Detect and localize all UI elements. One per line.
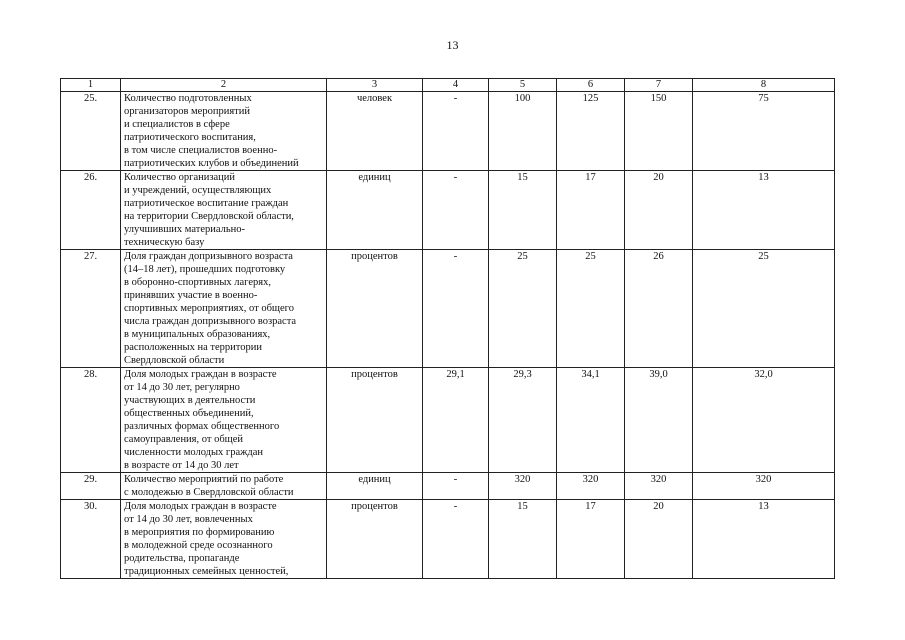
col-header-6: 6: [557, 79, 625, 92]
indicators-table: [60, 78, 835, 579]
row-description: Количество организаций и учреждений, осуществляющих патриотическое воспитание граждан на территории Свердловской области, улучшивших материально- техническую базу: [121, 171, 327, 250]
row-value-col8: 13: [693, 171, 835, 250]
row-value-col5: 100: [489, 92, 557, 171]
row-description: Доля граждан допризывного возраста (14–18 лет), прошедших подготовку в оборонно-спортивных лагерях, принявших участие в военно- спортивных мероприятиях, от общего числа граждан допризывного возраста в муниципальных образованиях, расположенных на территории Свердловской области: [121, 250, 327, 368]
row-value-col6: 25: [557, 250, 625, 368]
col-header-5: 5: [489, 79, 557, 92]
row-value-col6: 320: [557, 473, 625, 500]
col-header-8: 8: [693, 79, 835, 92]
row-value-col6: 125: [557, 92, 625, 171]
col-header-2: 2: [121, 79, 327, 92]
row-unit: процентов: [327, 500, 423, 579]
row-value-col5: 15: [489, 171, 557, 250]
row-unit: процентов: [327, 368, 423, 473]
row-unit: единиц: [327, 473, 423, 500]
row-value-col4: 29,1: [423, 368, 489, 473]
row-number: 25.: [61, 92, 121, 171]
row-value-col5: 320: [489, 473, 557, 500]
row-unit: процентов: [327, 250, 423, 368]
row-description: Доля молодых граждан в возрасте от 14 до 30 лет, регулярно участвующих в деятельности общественных объединений, различных формах общественного самоуправления, от общей численности молодых граждан в возрасте от 14 до 30 лет: [121, 368, 327, 473]
row-value-col4: -: [423, 500, 489, 579]
row-value-col8: 320: [693, 473, 835, 500]
row-value-col5: 29,3: [489, 368, 557, 473]
row-description: Количество подготовленных организаторов мероприятий и специалистов в сфере патриотического воспитания, в том числе специалистов военно- патриотических клубов и объединений: [121, 92, 327, 171]
row-value-col5: 25: [489, 250, 557, 368]
row-value-col8: 32,0: [693, 368, 835, 473]
col-header-1: 1: [61, 79, 121, 92]
row-value-col4: -: [423, 171, 489, 250]
table-row: [61, 250, 835, 368]
row-unit: человек: [327, 92, 423, 171]
row-number: 29.: [61, 473, 121, 500]
row-value-col8: 75: [693, 92, 835, 171]
row-value-col7: 20: [625, 500, 693, 579]
table-header: [61, 79, 835, 92]
row-value-col5: 15: [489, 500, 557, 579]
row-value-col7: 39,0: [625, 368, 693, 473]
col-header-3: 3: [327, 79, 423, 92]
row-description: Доля молодых граждан в возрасте от 14 до 30 лет, вовлеченных в мероприятия по формированию в молодежной среде осознанного родительства, пропаганде традиционных семейных ценностей,: [121, 500, 327, 579]
row-number: 30.: [61, 500, 121, 579]
row-number: 26.: [61, 171, 121, 250]
row-value-col4: -: [423, 473, 489, 500]
header-row: [61, 79, 835, 92]
row-value-col7: 26: [625, 250, 693, 368]
row-value-col6: 17: [557, 500, 625, 579]
row-value-col4: -: [423, 250, 489, 368]
row-value-col6: 34,1: [557, 368, 625, 473]
row-description: Количество мероприятий по работе с молодежью в Свердловской области: [121, 473, 327, 500]
row-value-col4: -: [423, 92, 489, 171]
row-value-col7: 150: [625, 92, 693, 171]
row-value-col8: 25: [693, 250, 835, 368]
table-row: [61, 92, 835, 171]
table-row: [61, 473, 835, 500]
table-row: [61, 171, 835, 250]
row-number: 27.: [61, 250, 121, 368]
col-header-7: 7: [625, 79, 693, 92]
page-number: 13: [446, 38, 459, 52]
row-value-col7: 320: [625, 473, 693, 500]
row-number: 28.: [61, 368, 121, 473]
row-unit: единиц: [327, 171, 423, 250]
table-row: [61, 500, 835, 579]
row-value-col8: 13: [693, 500, 835, 579]
col-header-4: 4: [423, 79, 489, 92]
row-value-col7: 20: [625, 171, 693, 250]
table-row: [61, 368, 835, 473]
row-value-col6: 17: [557, 171, 625, 250]
